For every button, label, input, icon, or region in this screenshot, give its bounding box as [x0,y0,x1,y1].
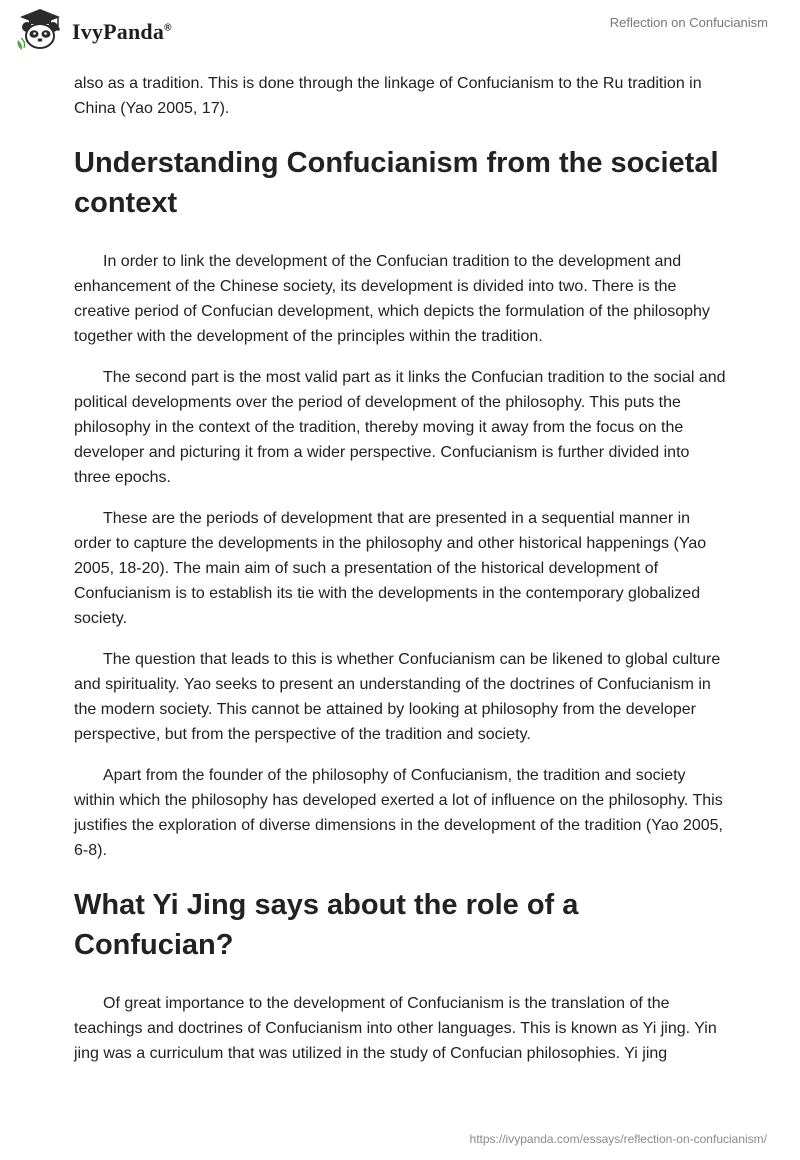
section-heading-yi-jing: What Yi Jing says about the role of a Confucian? [74,889,579,961]
intro-paragraph: also as a tradition. This is done through the linkage of Confucianism to the Ru tradition in China (Yao 2005, 17). [74,75,702,117]
paragraph: These are the periods of development that are presented in a sequential manner in order to capture the developments in the philosophy and other historical happenings (Yao 2005, 18-20). The main aim of such a presentation of the historical development of Confucianism is to establish its tie with the developments in the contemporary globalized society. [74,510,707,627]
source-url[interactable]: https://ivypanda.com/essays/reflection-on-confucianism/ [469,1132,767,1146]
logo-wordmark: IvyPanda® [72,19,172,44]
panda-graduate-icon [14,8,66,52]
section-heading-societal-context: Understanding Confucianism from the societal context [74,147,719,219]
document-title: Reflection on Confucianism [609,15,768,30]
essay-content [74,71,730,1082]
paragraph: The question that leads to this is whether Confucianism can be likened to global culture and spirituality. Yao seeks to present an understanding of the doctrines of Confucianism in the modern society. This cannot be attained by looking at philosophy from the developer perspective, but from the perspective of the tradition and society. [74,651,721,743]
ivypanda-logo[interactable] [14,8,172,52]
page-header [0,0,800,60]
paragraph: The second part is the most valid part as it links the Confucian tradition to the social and political developments over the period of development of the philosophy. This puts the philosophy in the context of the tradition, thereby moving it away from the focus on the developer and picturing it from a wider perspective. Confucianism is further divided into three epochs. [74,369,726,486]
paragraph: In order to link the development of the Confucian tradition to the development and enhancement of the Chinese society, its development is divided into two. There is the creative period of Confucian development, which depicts the formulation of the philosophy together with the development of the principles within the tradition. [74,253,710,345]
paragraph: Of great importance to the development of Confucianism is the translation of the teachings and doctrines of Confucianism into other languages. This is known as Yi jing. Yin jing was a curriculum that was utilized in the study of Confucian philosophies. Yi jing [74,995,717,1062]
paragraph: Apart from the founder of the philosophy of Confucianism, the tradition and society within which the philosophy has developed exerted a lot of influence on the philosophy. This justifies the exploration of diverse dimensions in the development of the tradition (Yao 2005, 6-8). [74,767,723,859]
